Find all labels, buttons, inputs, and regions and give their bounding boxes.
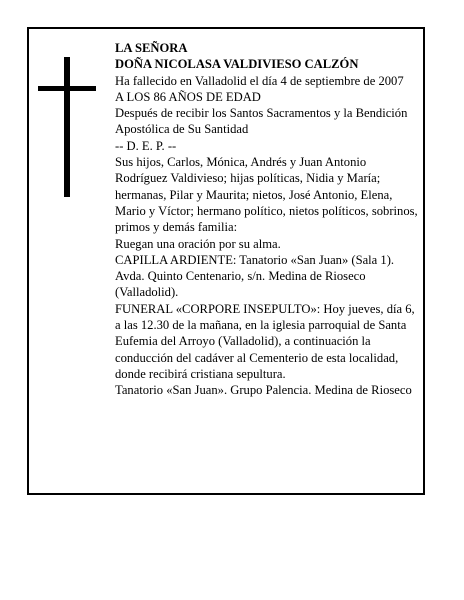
funeral-home-line: Tanatorio «San Juan». Grupo Palencia. Medina de Rioseco — [115, 383, 412, 398]
obituary-text — [115, 40, 421, 399]
title-line: LA SEÑORA — [115, 41, 188, 55]
prayer-line: Ruegan una oración por su alma. — [115, 236, 281, 251]
deceased-name: DOÑA NICOLASA VALDIVIESO CALZÓN — [115, 57, 359, 72]
rip-line: -- D. E. P. -- — [115, 138, 177, 153]
age-line: A LOS 86 AÑOS DE EDAD — [115, 89, 261, 104]
chapel-paragraph: CAPILLA ARDIENTE: Tanatorio «San Juan» (Sala 1). Avda. Quinto Centenario, s/n. Medina de Rioseco (Valladolid). — [115, 252, 395, 300]
funeral-paragraph: FUNERAL «CORPORE INSEPULTO»: Hoy jueves, día 6, a las 12.30 de la mañana, en la iglesia parroquial de Santa Eufemia del Arroyo (Valladolid), a continuación la conducción del cadáver al Cementerio de esta localidad, donde recibirá cristiana sepultura. — [115, 301, 415, 381]
cross-icon-bar — [38, 86, 96, 91]
family-paragraph: Sus hijos, Carlos, Mónica, Andrés y Juan Antonio Rodríguez Valdivieso; hijas políticas, Nidia y María; hermanas, Pilar y Maurita; nietos, José Antonio, Elena, Mario y Víctor; hermano político, nietos políticos, sobrinos, primos y demás familia: — [115, 155, 418, 235]
death-notice: Ha fallecido en Valladolid el día 4 de septiembre de 2007 — [115, 73, 404, 88]
sacraments-line: Después de recibir los Santos Sacramentos y la Bendición Apostólica de Su Santidad — [115, 106, 408, 137]
cross-icon — [64, 57, 70, 197]
